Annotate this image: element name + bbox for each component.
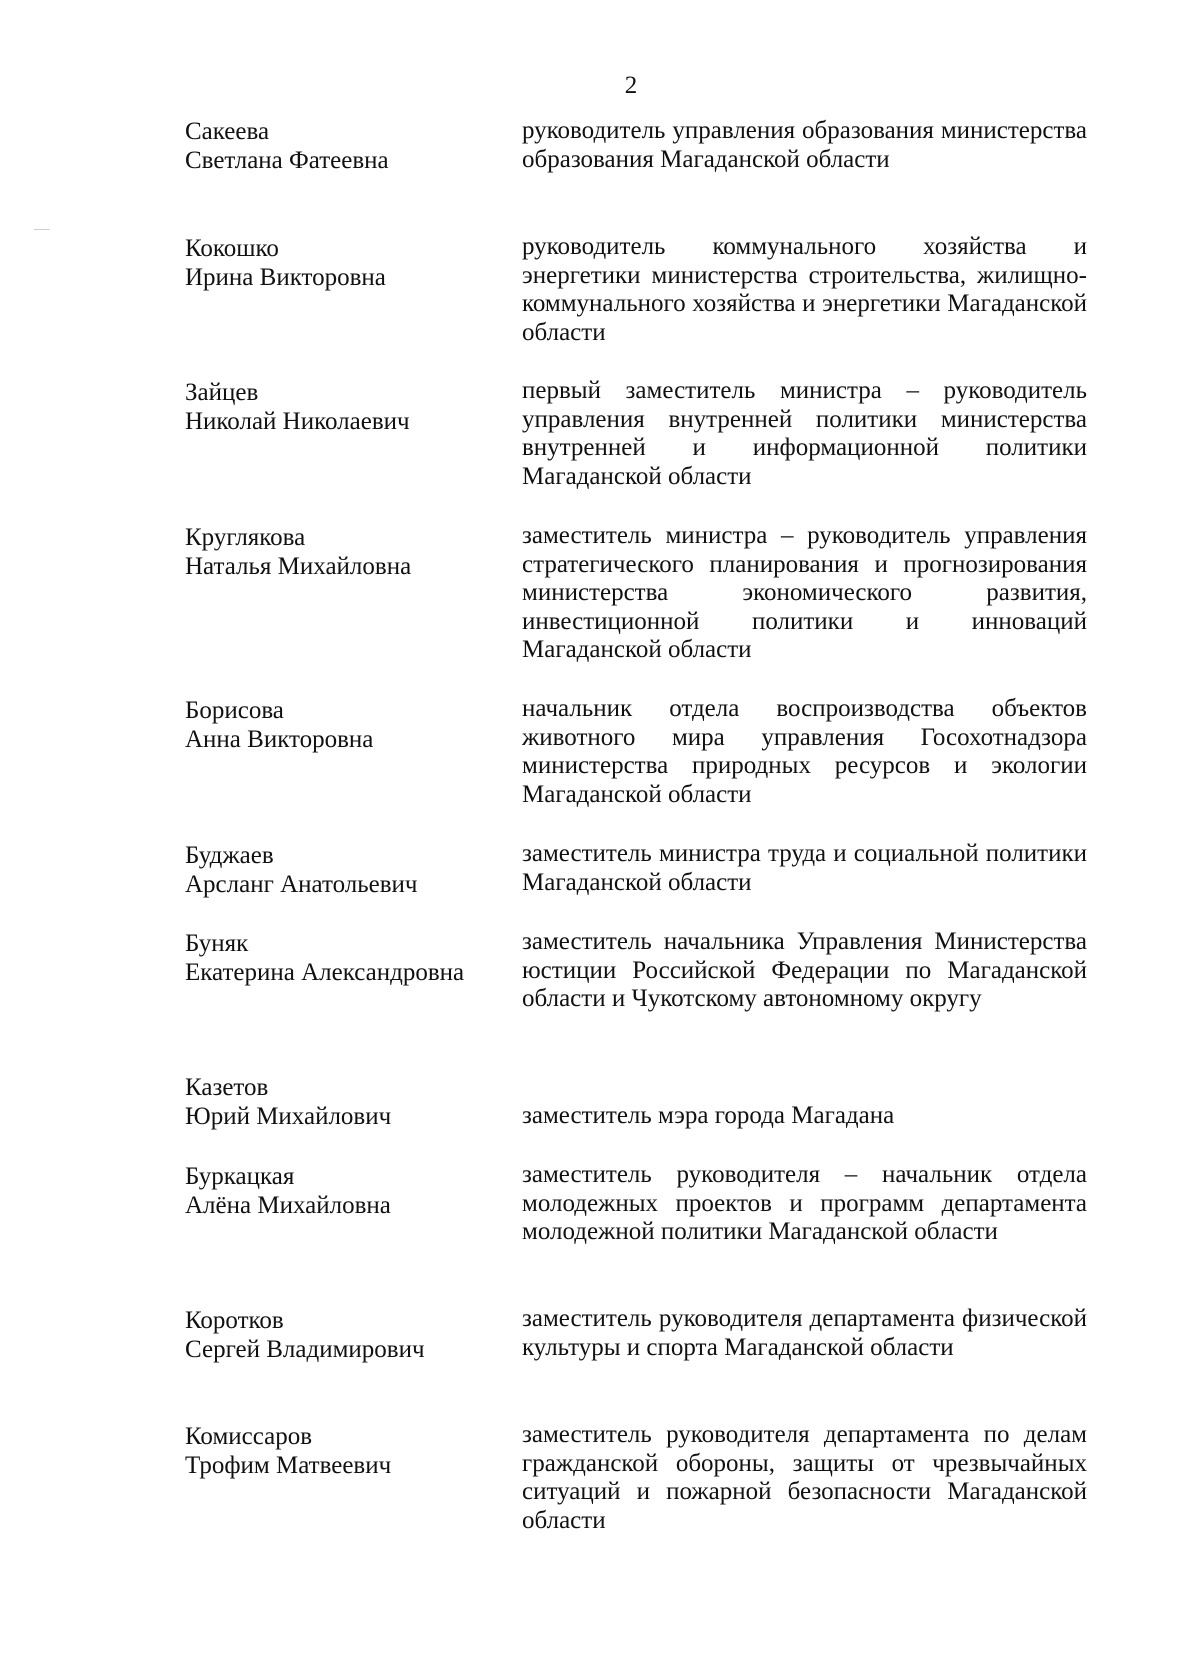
given-names: Анна Викторовна [185, 725, 374, 753]
surname: Коротков [185, 1307, 284, 1334]
position-title: руководитель коммунального хозяйства и энергетики министерства строительства, жилищно-коммунального хозяйства и энергетики Магаданской области [522, 233, 1087, 346]
position-title: первый заместитель министра – руководитель управления внутренней политики министерства внутренней и информационной политики Магаданской области [522, 377, 1087, 490]
given-names: Юрий Михайлович [185, 1102, 392, 1130]
person-name [185, 524, 525, 581]
surname: Сакеева [185, 118, 270, 145]
person-name [185, 1423, 525, 1480]
given-names: Светлана Фатеевна [185, 146, 389, 174]
position-title: заместитель министра труда и социальной политики Магаданской области [522, 840, 1087, 896]
position-title: заместитель министра – руководитель управления стратегического планирования и прогнозирования министерства экономического развития, инвестиционной политики и инноваций Магаданской области [522, 522, 1087, 663]
surname: Кокошко [185, 235, 279, 262]
person-name [185, 1307, 525, 1364]
given-names: Алёна Михайловна [185, 1191, 391, 1219]
given-names: Екатерина Александровна [185, 958, 465, 986]
position-title: руководитель управления образования министерства образования Магаданской области [522, 117, 1087, 173]
position-title: начальник отдела воспроизводства объектов животного мира управления Госохотнадзора министерства природных ресурсов и экологии Магаданской области [522, 695, 1087, 808]
margin-mark [34, 229, 50, 230]
given-names: Трофим Матвеевич [185, 1451, 392, 1479]
person-name [185, 235, 525, 292]
given-names: Арсланг Анатольевич [185, 870, 418, 898]
position-title: заместитель руководителя департамента физической культуры и спорта Магаданской области [522, 1305, 1087, 1361]
surname: Буркацкая [185, 1163, 295, 1190]
position-title: заместитель начальника Управления Министерства юстиции Российской Федерации по Магаданской области и Чукотскому автономному округу [522, 928, 1087, 1012]
person-name [185, 842, 525, 899]
position-title: заместитель мэра города Магадана [522, 1102, 895, 1129]
person-name [185, 930, 525, 987]
surname: Казетов [185, 1074, 269, 1101]
person-name [185, 1074, 525, 1131]
person-name [185, 379, 525, 436]
surname: Зайцев [185, 379, 259, 406]
given-names: Сергей Владимирович [185, 1335, 425, 1363]
surname: Комиссаров [185, 1423, 313, 1450]
person-name [185, 118, 525, 175]
given-names: Николай Николаевич [185, 407, 410, 435]
surname: Буджаев [185, 842, 274, 869]
surname: Буняк [185, 930, 249, 957]
position-title: заместитель руководителя департамента по делам гражданской обороны, защиты от чрезвычайных ситуаций и пожарной безопасности Магаданской области [522, 1421, 1087, 1534]
given-names: Ирина Викторовна [185, 263, 386, 291]
surname: Круглякова [185, 524, 306, 551]
person-name [185, 1163, 525, 1220]
page-number: 2 [624, 72, 638, 99]
person-name [185, 697, 525, 754]
position-title: заместитель руководителя – начальник отдела молодежных проектов и программ департамента молодежной политики Магаданской области [522, 1161, 1087, 1245]
given-names: Наталья Михайловна [185, 552, 412, 580]
surname: Борисова [185, 697, 284, 724]
